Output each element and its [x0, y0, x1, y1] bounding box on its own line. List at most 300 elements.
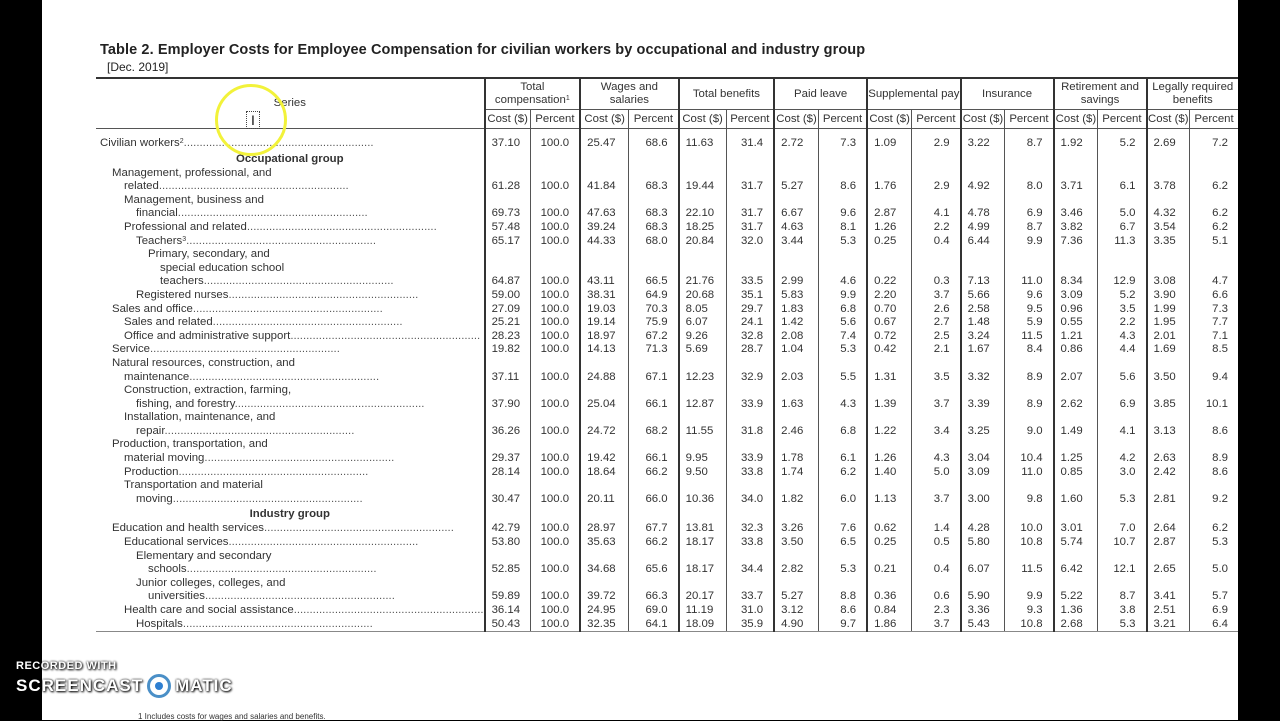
percent-cell: 7.3	[818, 137, 867, 151]
percent-cell: 6.5	[818, 536, 867, 550]
cost-cell: 50.43	[485, 618, 531, 632]
cost-cell: 6.07	[961, 550, 1005, 577]
cost-cell: 0.72	[867, 330, 912, 344]
column-group-label: Paid leave	[794, 87, 848, 100]
cost-cell: 7.36	[1054, 235, 1098, 249]
percent-cell: 6.4	[1190, 618, 1238, 632]
series-label: Civilian workers$^2$............................................................	[100, 137, 374, 149]
cost-cell: 1.69	[1147, 343, 1190, 357]
table-row	[96, 522, 1238, 536]
cost-cell: 6.42	[1054, 550, 1098, 577]
series-label: Junior colleges, colleges, and universities............................................................	[136, 576, 395, 603]
cost-cell: 1.31	[867, 357, 912, 384]
percent-cell: 68.3	[629, 194, 679, 221]
cost-cell: 2.03	[774, 357, 818, 384]
cost-cell: 1.25	[1054, 438, 1098, 465]
column-group-label: Wages and salaries	[600, 81, 658, 106]
cost-cell: 28.14	[485, 466, 531, 480]
cost-cell: 5.22	[1054, 577, 1098, 604]
cost-cell: 5.66	[961, 289, 1005, 303]
cost-cell: 1.04	[774, 343, 818, 357]
percent-cell: 10.0	[1005, 522, 1054, 536]
cost-cell: 39.72	[580, 577, 629, 604]
percent-cell: 32.0	[726, 235, 774, 249]
section-heading-row	[96, 506, 1238, 522]
cost-cell: 1.22	[867, 411, 912, 438]
percent-cell: 67.1	[629, 357, 679, 384]
cost-cell: 0.25	[867, 536, 912, 550]
percent-cell: 34.0	[726, 479, 774, 506]
table-row	[96, 330, 1238, 344]
percent-column-header: Percent	[912, 110, 961, 129]
cost-cell: 0.21	[867, 550, 912, 577]
cost-cell: 25.21	[485, 316, 531, 330]
cost-cell: 25.47	[580, 137, 629, 151]
cost-cell: 2.51	[1147, 604, 1190, 618]
percent-cell: 5.3	[1098, 479, 1147, 506]
percent-cell: 6.2	[1190, 167, 1238, 194]
percent-cell: 31.4	[726, 137, 774, 151]
percent-cell: 4.3	[818, 384, 867, 411]
cost-cell: 4.32	[1147, 194, 1190, 221]
cost-cell: 37.10	[485, 137, 531, 151]
leader-dots: ............................................................	[290, 329, 481, 342]
percent-cell: 2.9	[912, 137, 961, 151]
percent-column-header: Percent	[1190, 110, 1238, 129]
cost-cell: 4.28	[961, 522, 1005, 536]
cost-cell: 9.50	[679, 466, 726, 480]
percent-cell: 5.0	[1098, 194, 1147, 221]
cost-cell: 1.76	[867, 167, 912, 194]
cost-cell: 2.69	[1147, 137, 1190, 151]
cost-cell: 2.81	[1147, 479, 1190, 506]
percent-column-header: Percent	[1098, 110, 1147, 129]
cost-cell: 10.36	[679, 479, 726, 506]
percent-column-header: Percent	[530, 110, 580, 129]
percent-cell: 6.2	[1190, 221, 1238, 235]
cost-cell: 1.95	[1147, 316, 1190, 330]
cost-cell: 53.80	[485, 536, 531, 550]
cost-cell: 4.90	[774, 618, 818, 632]
cost-cell: 3.09	[961, 466, 1005, 480]
percent-cell: 66.0	[629, 479, 679, 506]
cost-cell: 59.00	[485, 289, 531, 303]
footnote-marker: 1	[565, 95, 570, 102]
percent-cell: 100.0	[530, 289, 580, 303]
series-label: Sales and related............................................................	[124, 316, 403, 329]
percent-cell: 32.9	[726, 357, 774, 384]
percent-cell: 7.4	[818, 330, 867, 344]
table-date: [Dec. 2019]	[107, 60, 169, 74]
percent-cell: 10.1	[1190, 384, 1238, 411]
cost-cell: 12.23	[679, 357, 726, 384]
cost-cell: 0.85	[1054, 466, 1098, 480]
watermark-brand	[16, 674, 233, 698]
compensation-table	[96, 77, 1238, 632]
percent-cell: 29.7	[726, 303, 774, 317]
cost-cell: 3.09	[1054, 289, 1098, 303]
cost-cell: 3.71	[1054, 167, 1098, 194]
cost-cell: 5.90	[961, 577, 1005, 604]
percent-cell: 5.0	[1190, 550, 1238, 577]
cost-cell: 57.48	[485, 221, 531, 235]
percent-cell: 9.5	[1005, 303, 1054, 317]
cost-column-header: Cost ($)	[679, 110, 726, 129]
percent-cell: 33.9	[726, 384, 774, 411]
cost-cell: 3.32	[961, 357, 1005, 384]
cost-cell: 18.64	[580, 466, 629, 480]
percent-cell: 4.4	[1098, 343, 1147, 357]
percent-cell: 8.0	[1005, 167, 1054, 194]
cost-cell: 3.22	[961, 137, 1005, 151]
cost-cell: 20.84	[679, 235, 726, 249]
cost-cell: 2.68	[1054, 618, 1098, 632]
series-label: Production............................................................	[124, 465, 369, 478]
percent-cell: 4.7	[1190, 248, 1238, 289]
percent-cell: 6.6	[1190, 289, 1238, 303]
percent-cell: 8.9	[1190, 438, 1238, 465]
cost-cell: 18.17	[679, 536, 726, 550]
percent-cell: 5.3	[818, 343, 867, 357]
percent-cell: 68.3	[629, 167, 679, 194]
leader-dots: ............................................................	[149, 343, 340, 356]
percent-cell: 67.2	[629, 330, 679, 344]
cost-cell: 32.35	[580, 618, 629, 632]
percent-cell: 0.4	[912, 235, 961, 249]
percent-cell: 5.6	[1098, 357, 1147, 384]
percent-cell: 5.2	[1098, 289, 1147, 303]
leader-dots: ............................................................	[263, 522, 454, 535]
percent-cell: 100.0	[530, 411, 580, 438]
percent-cell: 4.3	[912, 438, 961, 465]
percent-cell: 2.3	[912, 604, 961, 618]
percent-cell: 31.8	[726, 411, 774, 438]
series-label: Hospitals............................................................	[96, 618, 485, 632]
percent-cell: 3.5	[912, 357, 961, 384]
series-label: Construction, extraction, farming, fishing, and forestry............................................................	[124, 384, 425, 410]
percent-cell: 9.9	[1005, 577, 1054, 604]
cost-cell: 5.27	[774, 167, 818, 194]
percent-cell: 3.5	[1098, 303, 1147, 317]
cost-cell: 19.44	[679, 167, 726, 194]
cost-column-header: Cost ($)	[1054, 110, 1098, 129]
cost-cell: 3.13	[1147, 411, 1190, 438]
percent-cell: 11.5	[1005, 550, 1054, 577]
percent-cell: 1.4	[912, 522, 961, 536]
column-group-header	[1147, 78, 1238, 110]
percent-cell: 6.0	[818, 479, 867, 506]
cost-cell: 41.84	[580, 167, 629, 194]
percent-cell: 9.6	[818, 194, 867, 221]
percent-cell: 66.2	[629, 466, 679, 480]
percent-cell: 2.2	[1098, 316, 1147, 330]
percent-cell: 100.0	[530, 466, 580, 480]
percent-cell: 35.9	[726, 618, 774, 632]
table-row	[96, 550, 1238, 577]
column-group-label: Retirement and savings	[1061, 81, 1139, 106]
watermark-screencast: SCREENCAST	[16, 676, 144, 695]
percent-cell: 5.2	[1098, 137, 1147, 151]
percent-cell: 9.0	[1005, 411, 1054, 438]
percent-cell: 5.7	[1190, 577, 1238, 604]
cost-cell: 20.68	[679, 289, 726, 303]
percent-cell: 33.8	[726, 466, 774, 480]
percent-cell: 3.7	[912, 618, 961, 632]
percent-cell: 67.7	[629, 522, 679, 536]
cost-cell: 8.34	[1054, 248, 1098, 289]
percent-cell: 24.1	[726, 316, 774, 330]
series-label: Service............................................................	[112, 343, 340, 356]
percent-cell: 100.0	[530, 522, 580, 536]
screencast-logo-icon	[147, 674, 171, 698]
cost-cell: 24.88	[580, 357, 629, 384]
percent-cell: 6.8	[818, 411, 867, 438]
column-group-header	[867, 78, 960, 110]
series-label: Professional and related............................................................	[124, 220, 437, 233]
cost-column-header: Cost ($)	[867, 110, 912, 129]
table-row	[96, 221, 1238, 235]
cost-cell: 3.36	[961, 604, 1005, 618]
table-row	[96, 248, 1238, 289]
percent-cell: 6.9	[1098, 384, 1147, 411]
cost-cell: 1.86	[867, 618, 912, 632]
cost-cell: 3.85	[1147, 384, 1190, 411]
cost-cell: 2.01	[1147, 330, 1190, 344]
percent-cell: 2.9	[912, 167, 961, 194]
cost-cell: 44.33	[580, 235, 629, 249]
leader-dots: ............................................................	[172, 492, 363, 505]
section-heading-row	[96, 151, 1238, 167]
cost-cell: 52.85	[485, 550, 531, 577]
percent-cell: 4.3	[1098, 330, 1147, 344]
cost-cell: 3.00	[961, 479, 1005, 506]
table-row	[96, 343, 1238, 357]
percent-cell: 71.3	[629, 343, 679, 357]
cost-cell: 3.21	[1147, 618, 1190, 632]
percent-cell: 8.7	[1098, 577, 1147, 604]
percent-cell: 3.7	[912, 289, 961, 303]
series-label: Primary, secondary, and special education school teachers............................................................	[148, 248, 394, 288]
table-row	[96, 316, 1238, 330]
series-label: Transportation and material moving............................................................	[124, 479, 363, 505]
cost-cell: 59.89	[485, 577, 531, 604]
cost-cell: 1.82	[774, 479, 818, 506]
percent-cell: 5.1	[1190, 235, 1238, 249]
cost-cell: 20.11	[580, 479, 629, 506]
cost-cell: 3.25	[961, 411, 1005, 438]
leader-dots: ............................................................	[186, 234, 377, 247]
table-title: Table 2. Employer Costs for Employee Compensation for civilian workers by occupational and industry group	[100, 42, 866, 58]
percent-cell: 6.1	[1098, 167, 1147, 194]
leader-dots: ............................................................	[158, 180, 349, 193]
percent-cell: 68.2	[629, 411, 679, 438]
percent-cell: 12.1	[1098, 550, 1147, 577]
cost-cell: 64.87	[485, 248, 531, 289]
leader-dots: ............................................................	[182, 617, 373, 630]
cost-cell: 3.54	[1147, 221, 1190, 235]
cost-cell: 29.37	[485, 438, 531, 465]
cost-cell: 18.97	[580, 330, 629, 344]
percent-cell: 8.1	[818, 221, 867, 235]
cost-cell: 36.26	[485, 411, 531, 438]
cost-cell: 11.19	[679, 604, 726, 618]
cost-cell: 0.36	[867, 577, 912, 604]
table-row	[96, 536, 1238, 550]
percent-cell: 11.0	[1005, 466, 1054, 480]
cost-cell: 2.08	[774, 330, 818, 344]
table-row	[96, 235, 1238, 249]
cost-cell: 1.49	[1054, 411, 1098, 438]
column-group-header	[485, 78, 581, 110]
leader-dots: ............................................................	[178, 465, 369, 478]
series-label: Natural resources, construction, and maintenance............................................................	[112, 356, 380, 383]
cost-cell: 3.50	[1147, 357, 1190, 384]
percent-cell: 33.8	[726, 536, 774, 550]
percent-cell: 100.0	[530, 618, 580, 632]
cost-cell: 2.62	[1054, 384, 1098, 411]
cost-cell: 2.07	[1054, 357, 1098, 384]
cost-cell: 3.24	[961, 330, 1005, 344]
cost-cell: 3.12	[774, 604, 818, 618]
percent-cell: 6.9	[1005, 194, 1054, 221]
percent-cell: 10.4	[1005, 438, 1054, 465]
table-row	[96, 604, 1238, 618]
percent-cell: 9.9	[1005, 235, 1054, 249]
cost-cell: 24.95	[580, 604, 629, 618]
cost-cell: 6.44	[961, 235, 1005, 249]
section-heading: Occupational group	[235, 152, 344, 165]
percent-cell: 8.7	[1005, 221, 1054, 235]
percent-cell: 3.7	[912, 384, 961, 411]
cost-cell: 3.44	[774, 235, 818, 249]
table-row	[96, 438, 1238, 465]
cost-cell: 1.09	[867, 137, 912, 151]
percent-cell: 2.1	[912, 343, 961, 357]
cost-cell: 1.67	[961, 343, 1005, 357]
percent-cell: 7.0	[1098, 522, 1147, 536]
percent-cell: 8.4	[1005, 343, 1054, 357]
percent-cell: 2.5	[912, 330, 961, 344]
percent-cell: 3.4	[912, 411, 961, 438]
percent-cell: 66.1	[629, 384, 679, 411]
percent-cell: 6.8	[818, 303, 867, 317]
percent-cell: 100.0	[530, 248, 580, 289]
cost-cell: 3.90	[1147, 289, 1190, 303]
percent-cell: 11.5	[1005, 330, 1054, 344]
percent-cell: 6.7	[1098, 221, 1147, 235]
cost-cell: 0.25	[867, 235, 912, 249]
cost-cell: 42.79	[485, 522, 531, 536]
percent-cell: 66.1	[629, 438, 679, 465]
cost-cell: 6.67	[774, 194, 818, 221]
percent-cell: 7.1	[1190, 330, 1238, 344]
leader-dots: ............................................................	[183, 137, 374, 149]
cost-cell: 1.92	[1054, 137, 1098, 151]
cost-cell: 1.39	[867, 384, 912, 411]
percent-cell: 4.1	[912, 194, 961, 221]
cost-cell: 21.76	[679, 248, 726, 289]
series-label: Installation, maintenance, and repair............................................................	[124, 411, 355, 437]
table-row	[96, 618, 1238, 632]
percent-cell: 100.0	[530, 479, 580, 506]
percent-cell: 2.6	[912, 303, 961, 317]
percent-column-header: Percent	[629, 110, 679, 129]
cost-cell: 24.72	[580, 411, 629, 438]
cost-cell: 3.01	[1054, 522, 1098, 536]
percent-cell: 70.3	[629, 303, 679, 317]
watermark-recorded-with: RECORDED WITH	[16, 660, 117, 672]
screencast-watermark	[16, 660, 233, 698]
cost-column-header: Cost ($)	[580, 110, 629, 129]
percent-cell: 65.6	[629, 550, 679, 577]
cost-cell: 12.87	[679, 384, 726, 411]
leader-dots: ............................................................	[164, 424, 355, 437]
series-label: Health care and social assistance............................................................	[124, 604, 484, 616]
percent-cell: 100.0	[530, 536, 580, 550]
percent-cell: 100.0	[530, 167, 580, 194]
table-row	[96, 577, 1238, 604]
percent-cell: 8.9	[1005, 384, 1054, 411]
cost-cell: 1.99	[1147, 303, 1190, 317]
percent-cell: 100.0	[530, 550, 580, 577]
series-label: Production, transportation, and material moving............................................................	[112, 438, 395, 465]
cost-cell: 19.42	[580, 438, 629, 465]
cost-cell: 2.72	[774, 137, 818, 151]
cost-cell: 1.83	[774, 303, 818, 317]
cost-cell: 2.42	[1147, 466, 1190, 480]
cost-cell: 3.46	[1054, 194, 1098, 221]
cost-cell: 61.28	[485, 167, 531, 194]
percent-cell: 6.2	[1190, 522, 1238, 536]
leader-dots: ............................................................	[204, 590, 395, 603]
percent-cell: 64.1	[629, 618, 679, 632]
percent-cell: 66.3	[629, 577, 679, 604]
cost-cell: 5.69	[679, 343, 726, 357]
percent-cell: 100.0	[530, 343, 580, 357]
cost-cell: 0.22	[867, 248, 912, 289]
percent-cell: 35.1	[726, 289, 774, 303]
percent-column-header: Percent	[726, 110, 774, 129]
cost-cell: 4.63	[774, 221, 818, 235]
cost-cell: 2.65	[1147, 550, 1190, 577]
percent-cell: 5.3	[818, 550, 867, 577]
percent-cell: 10.8	[1005, 618, 1054, 632]
cost-cell: 2.63	[1147, 438, 1190, 465]
percent-cell: 9.8	[1005, 479, 1054, 506]
cost-cell: 1.74	[774, 466, 818, 480]
percent-cell: 5.3	[1098, 618, 1147, 632]
cost-cell: 0.67	[867, 316, 912, 330]
percent-cell: 100.0	[530, 316, 580, 330]
percent-cell: 66.5	[629, 248, 679, 289]
percent-cell: 100.0	[530, 194, 580, 221]
percent-cell: 8.7	[1005, 137, 1054, 151]
cost-cell: 4.99	[961, 221, 1005, 235]
percent-cell: 75.9	[629, 316, 679, 330]
cost-cell: 25.04	[580, 384, 629, 411]
percent-column-header: Percent	[1005, 110, 1054, 129]
percent-cell: 34.4	[726, 550, 774, 577]
cost-cell: 3.26	[774, 522, 818, 536]
percent-cell: 6.9	[1190, 604, 1238, 618]
cost-cell: 43.11	[580, 248, 629, 289]
footnote-marker: 2	[179, 138, 184, 145]
percent-cell: 31.7	[726, 167, 774, 194]
series-label: Education and health services............................................................	[112, 522, 454, 535]
percent-cell: 68.0	[629, 235, 679, 249]
table-row	[96, 466, 1238, 480]
percent-cell: 4.6	[818, 248, 867, 289]
